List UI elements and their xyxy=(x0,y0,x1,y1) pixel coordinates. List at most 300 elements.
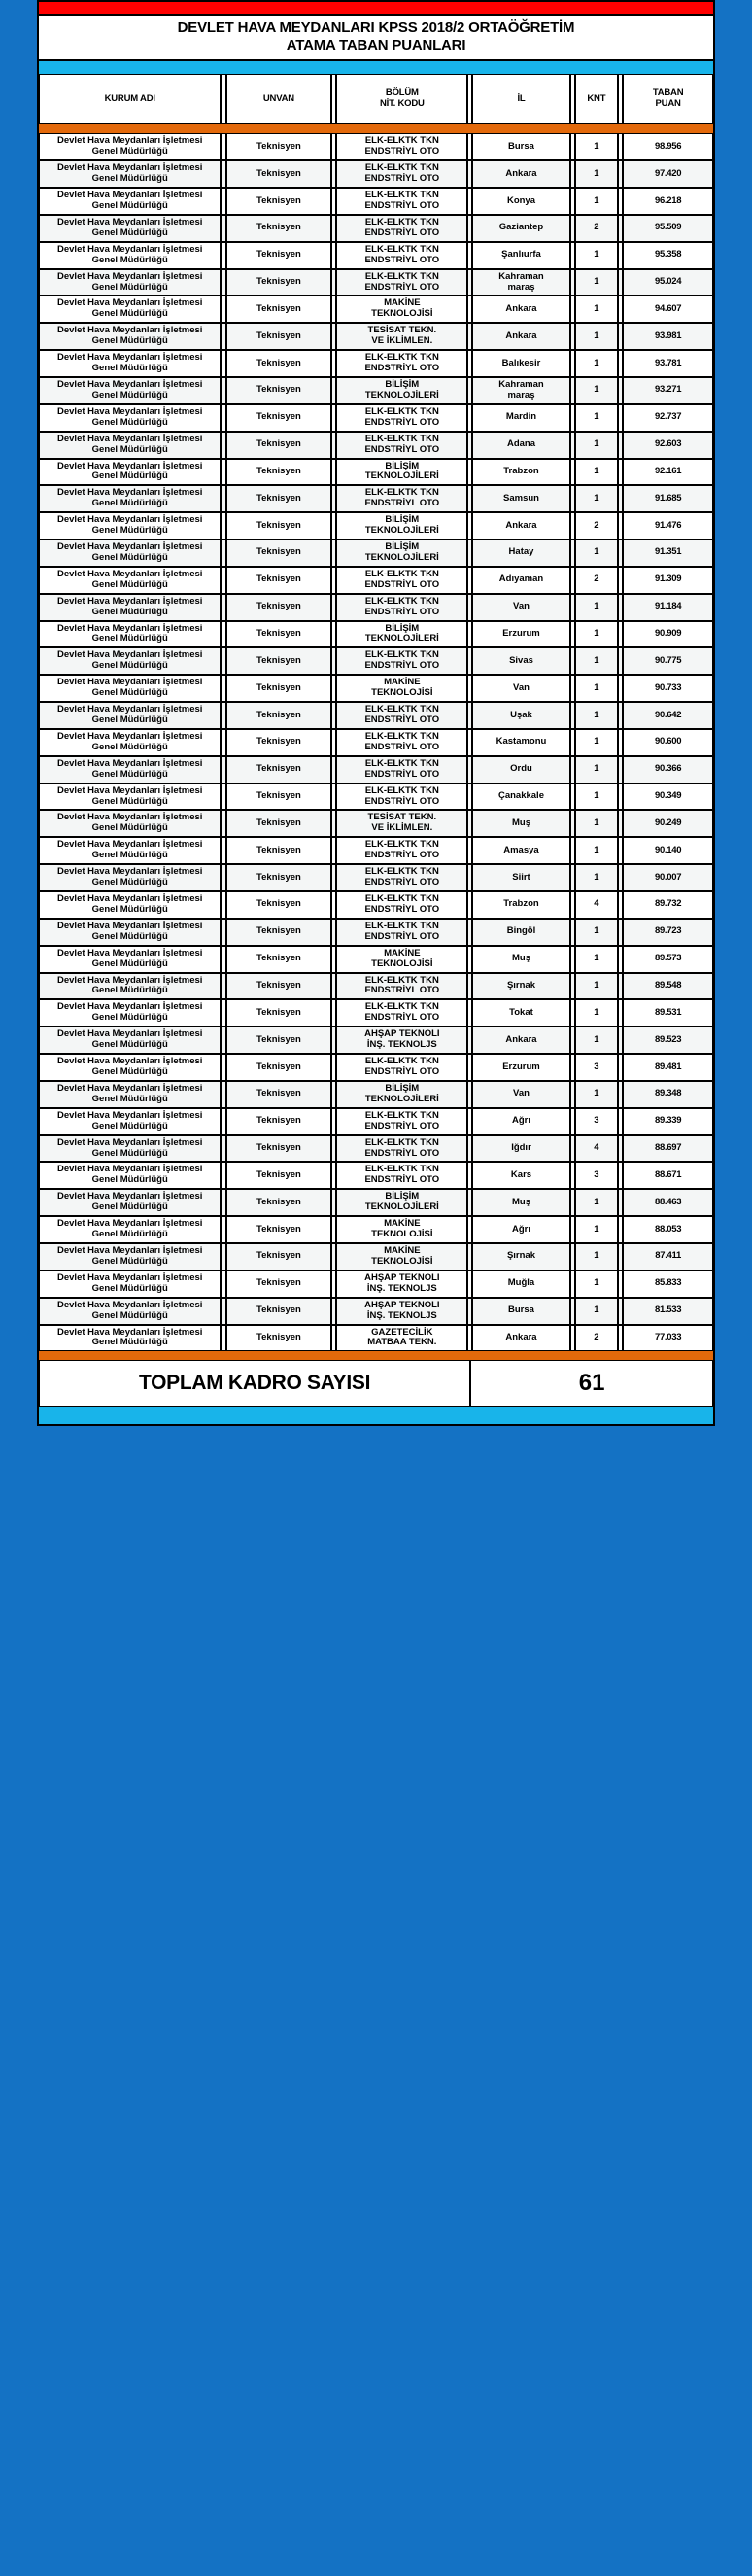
cell-unvan xyxy=(226,621,331,648)
cell-kurum-adi xyxy=(39,783,221,811)
cell-taban-puan xyxy=(623,1189,713,1216)
cell-kurum-adi-line-1: Devlet Hava Meydanları İşletmesi xyxy=(57,162,203,174)
cell-kurum-adi-line-2: Genel Müdürlüğü xyxy=(91,1147,168,1159)
cell-kurum-adi xyxy=(39,215,221,242)
header-taban-puan xyxy=(623,74,713,124)
cell-il xyxy=(472,810,569,837)
cell-bolum-nit-kodu-line-2: TEKNOLOJİSİ xyxy=(371,687,433,699)
cell-il-line-1: Muğla xyxy=(507,1277,535,1289)
cell-bolum-nit-kodu xyxy=(336,973,467,1000)
cell-unvan-line-1: Teknisyen xyxy=(256,194,301,206)
cell-taban-puan-line-1: 92.603 xyxy=(654,438,682,450)
table-row xyxy=(39,1298,713,1325)
cell-kurum-adi xyxy=(39,350,221,377)
table-row xyxy=(39,647,713,675)
cell-unvan-line-1: Teknisyen xyxy=(256,384,301,396)
cell-kurum-adi-line-2: Genel Müdürlüğü xyxy=(91,1093,168,1104)
cell-kurum-adi xyxy=(39,1081,221,1108)
cell-taban-puan-line-1: 89.348 xyxy=(654,1088,682,1099)
cell-unvan xyxy=(226,160,331,188)
cell-taban-puan xyxy=(623,160,713,188)
cell-taban-puan-line-1: 81.533 xyxy=(654,1305,682,1316)
table-row xyxy=(39,810,713,837)
cell-bolum-nit-kodu-line-2: ENDSTRİYL OTO xyxy=(364,254,440,265)
cell-unvan-line-1: Teknisyen xyxy=(256,817,301,828)
cell-bolum-nit-kodu xyxy=(336,756,467,783)
cell-kurum-adi-line-1: Devlet Hava Meydanları İşletmesi xyxy=(57,243,203,255)
cell-taban-puan-line-1: 97.420 xyxy=(654,167,682,179)
cell-il-line-1: Amasya xyxy=(503,844,539,855)
cell-il-line-1: Samsun xyxy=(503,492,539,504)
table-row xyxy=(39,215,713,242)
cell-knt-line-1: 1 xyxy=(594,763,599,775)
cell-taban-puan-line-1: 90.909 xyxy=(654,628,682,640)
cell-kurum-adi xyxy=(39,675,221,702)
cell-il xyxy=(472,1189,569,1216)
table-row xyxy=(39,999,713,1027)
cell-taban-puan-line-1: 88.697 xyxy=(654,1142,682,1154)
cell-taban-puan-line-1: 95.024 xyxy=(654,276,682,288)
cell-knt xyxy=(575,1271,618,1298)
cell-knt-line-1: 3 xyxy=(594,1061,599,1072)
cell-kurum-adi-line-2: Genel Müdürlüğü xyxy=(91,1201,168,1213)
cell-taban-puan xyxy=(623,783,713,811)
page-bottom-spacer xyxy=(37,1426,715,1449)
cell-kurum-adi-line-2: Genel Müdürlüğü xyxy=(91,281,168,293)
cell-kurum-adi xyxy=(39,647,221,675)
cell-taban-puan-line-1: 94.607 xyxy=(654,302,682,314)
cell-il-line-1: Kastamonu xyxy=(496,736,547,748)
cell-knt xyxy=(575,323,618,350)
cell-bolum-nit-kodu xyxy=(336,242,467,269)
cell-knt xyxy=(575,810,618,837)
total-label: TOPLAM KADRO SAYISI xyxy=(39,1360,470,1407)
cell-knt-line-1: 4 xyxy=(594,1142,599,1154)
cell-kurum-adi-line-2: Genel Müdürlüğü xyxy=(91,741,168,752)
cell-bolum-nit-kodu-line-1: GAZETECİLİK xyxy=(371,1326,433,1338)
cell-unvan-line-1: Teknisyen xyxy=(256,1168,301,1180)
cell-kurum-adi-line-2: Genel Müdürlüğü xyxy=(91,633,168,644)
cell-bolum-nit-kodu-line-1: ELK-ELKTK TKN xyxy=(364,405,439,417)
cell-bolum-nit-kodu-line-1: TESİSAT TEKN. xyxy=(367,325,437,336)
cell-il-line-1: Kahraman xyxy=(498,378,544,390)
cell-bolum-nit-kodu-line-1: BİLİŞİM xyxy=(385,1191,420,1202)
cell-knt-line-1: 1 xyxy=(594,492,599,504)
cell-bolum-nit-kodu-line-2: TEKNOLOJİLERİ xyxy=(364,389,439,400)
cell-unvan xyxy=(226,891,331,919)
cell-unvan xyxy=(226,1216,331,1243)
cell-il xyxy=(472,485,569,512)
cell-bolum-nit-kodu xyxy=(336,485,467,512)
cell-bolum-nit-kodu-line-1: ELK-ELKTK TKN xyxy=(364,433,439,444)
table-row xyxy=(39,837,713,864)
cell-taban-puan-line-1: 89.548 xyxy=(654,979,682,991)
cell-bolum-nit-kodu-line-1: ELK-ELKTK TKN xyxy=(364,190,439,201)
table-row xyxy=(39,377,713,404)
cell-kurum-adi-line-2: Genel Müdürlüğü xyxy=(91,146,168,157)
table-row xyxy=(39,1243,713,1271)
cell-kurum-adi xyxy=(39,377,221,404)
cell-unvan xyxy=(226,567,331,594)
cell-bolum-nit-kodu-line-2: ENDSTRİYL OTO xyxy=(364,985,440,996)
cell-unvan xyxy=(226,269,331,296)
cell-kurum-adi xyxy=(39,1054,221,1081)
cell-bolum-nit-kodu-line-2: ENDSTRİYL OTO xyxy=(364,173,440,185)
cell-bolum-nit-kodu-line-1: ELK-ELKTK TKN xyxy=(364,162,439,174)
cell-taban-puan xyxy=(623,404,713,432)
cell-unvan xyxy=(226,1054,331,1081)
cell-kurum-adi-line-2: Genel Müdürlüğü xyxy=(91,1255,168,1267)
cell-unvan-line-1: Teknisyen xyxy=(256,628,301,640)
cell-taban-puan-line-1: 93.981 xyxy=(654,330,682,341)
cell-kurum-adi-line-2: Genel Müdürlüğü xyxy=(91,226,168,238)
cell-bolum-nit-kodu-line-1: ELK-ELKTK TKN xyxy=(364,974,439,986)
cell-knt-line-1: 1 xyxy=(594,546,599,558)
cell-il xyxy=(472,350,569,377)
cell-kurum-adi-line-2: Genel Müdürlüğü xyxy=(91,363,168,374)
cell-bolum-nit-kodu xyxy=(336,296,467,323)
cell-kurum-adi-line-2: Genel Müdürlüğü xyxy=(91,173,168,185)
cell-unvan xyxy=(226,1271,331,1298)
cell-il-line-1: Trabzon xyxy=(503,898,539,910)
cell-il xyxy=(472,1271,569,1298)
cell-knt xyxy=(575,512,618,540)
cell-unvan-line-1: Teknisyen xyxy=(256,898,301,910)
table-row xyxy=(39,783,713,811)
cell-unvan-line-1: Teknisyen xyxy=(256,790,301,802)
header-puan-line-1: TABAN xyxy=(652,87,684,99)
cell-kurum-adi-line-2: Genel Müdürlüğü xyxy=(91,551,168,563)
cell-kurum-adi xyxy=(39,891,221,919)
cell-unvan xyxy=(226,512,331,540)
cell-taban-puan-line-1: 89.481 xyxy=(654,1061,682,1072)
table-row xyxy=(39,1054,713,1081)
cell-kurum-adi-line-1: Devlet Hava Meydanları İşletmesi xyxy=(57,135,203,147)
cell-taban-puan-line-1: 89.732 xyxy=(654,898,682,910)
cell-taban-puan xyxy=(623,133,713,160)
cell-kurum-adi-line-2: Genel Müdürlüğü xyxy=(91,470,168,482)
cell-il-line-1: Kars xyxy=(510,1168,532,1180)
cell-taban-puan xyxy=(623,810,713,837)
cell-kurum-adi xyxy=(39,1027,221,1054)
cell-bolum-nit-kodu-line-2: ENDSTRİYL OTO xyxy=(364,1147,440,1159)
cell-knt-line-1: 1 xyxy=(594,194,599,206)
cell-il xyxy=(472,1243,569,1271)
cell-unvan xyxy=(226,594,331,621)
cell-il-line-1: Uşak xyxy=(510,709,532,720)
table-row xyxy=(39,269,713,296)
cell-il-line-1: Hatay xyxy=(508,546,534,558)
cell-il xyxy=(472,621,569,648)
cell-knt xyxy=(575,269,618,296)
cell-knt xyxy=(575,296,618,323)
cell-bolum-nit-kodu-line-1: ELK-ELKTK TKN xyxy=(364,595,439,607)
cell-bolum-nit-kodu xyxy=(336,1081,467,1108)
cell-unvan xyxy=(226,188,331,215)
total-row xyxy=(39,1360,713,1407)
cell-kurum-adi-line-2: Genel Müdürlüğü xyxy=(91,768,168,780)
cell-il-line-1: Ankara xyxy=(505,302,537,314)
cell-kurum-adi-line-1: Devlet Hava Meydanları İşletmesi xyxy=(57,514,203,526)
cell-bolum-nit-kodu-line-2: TEKNOLOJİLERİ xyxy=(364,633,439,644)
table-row xyxy=(39,188,713,215)
cell-unvan-line-1: Teknisyen xyxy=(256,140,301,152)
cell-kurum-adi xyxy=(39,269,221,296)
cell-kurum-adi xyxy=(39,729,221,756)
cell-taban-puan xyxy=(623,188,713,215)
cell-kurum-adi-line-2: Genel Müdürlüğü xyxy=(91,416,168,428)
cell-unvan xyxy=(226,459,331,486)
cell-kurum-adi xyxy=(39,973,221,1000)
cell-il-line-1: Siirt xyxy=(512,871,530,883)
cell-bolum-nit-kodu-line-1: MAKİNE xyxy=(384,947,421,958)
cell-il xyxy=(472,188,569,215)
cell-unvan-line-1: Teknisyen xyxy=(256,465,301,476)
cell-knt xyxy=(575,675,618,702)
cyan-strip-bottom xyxy=(37,1407,715,1426)
cell-il xyxy=(472,1298,569,1325)
cell-knt-line-1: 1 xyxy=(594,357,599,368)
cell-bolum-nit-kodu-line-1: BİLİŞİM xyxy=(385,460,420,471)
cell-bolum-nit-kodu-line-2: ENDSTRİYL OTO xyxy=(364,363,440,374)
cell-knt xyxy=(575,756,618,783)
cell-unvan xyxy=(226,1162,331,1189)
cell-knt xyxy=(575,377,618,404)
cell-il xyxy=(472,891,569,919)
cell-knt xyxy=(575,242,618,269)
cell-bolum-nit-kodu-line-2: VE İKLİMLEN. xyxy=(371,335,433,347)
cell-bolum-nit-kodu xyxy=(336,1216,467,1243)
cell-kurum-adi xyxy=(39,160,221,188)
cell-bolum-nit-kodu-line-1: ELK-ELKTK TKN xyxy=(364,1109,439,1121)
cell-bolum-nit-kodu xyxy=(336,1243,467,1271)
cell-taban-puan-line-1: 89.723 xyxy=(654,925,682,937)
cell-bolum-nit-kodu-line-1: AHŞAP TEKNOLI xyxy=(364,1271,440,1283)
cell-bolum-nit-kodu-line-2: TEKNOLOJİSİ xyxy=(371,957,433,969)
cell-bolum-nit-kodu xyxy=(336,350,467,377)
cell-knt-line-1: 1 xyxy=(594,411,599,423)
cell-knt xyxy=(575,485,618,512)
cell-bolum-nit-kodu-line-1: ELK-ELKTK TKN xyxy=(364,704,439,715)
cell-kurum-adi-line-1: Devlet Hava Meydanları İşletmesi xyxy=(57,487,203,499)
cell-unvan xyxy=(226,377,331,404)
cell-taban-puan-line-1: 92.737 xyxy=(654,411,682,423)
cell-knt-line-1: 1 xyxy=(594,1196,599,1207)
cell-il xyxy=(472,567,569,594)
cell-taban-puan-line-1: 90.642 xyxy=(654,709,682,720)
cell-bolum-nit-kodu-line-2: TEKNOLOJİLERİ xyxy=(364,1201,439,1213)
cell-taban-puan-line-1: 89.339 xyxy=(654,1115,682,1127)
cell-kurum-adi-line-1: Devlet Hava Meydanları İşletmesi xyxy=(57,1164,203,1175)
cell-knt xyxy=(575,1216,618,1243)
cell-unvan-line-1: Teknisyen xyxy=(256,276,301,288)
cell-bolum-nit-kodu xyxy=(336,1054,467,1081)
cell-knt-line-1: 3 xyxy=(594,1115,599,1127)
cell-unvan-line-1: Teknisyen xyxy=(256,1142,301,1154)
cell-bolum-nit-kodu-line-2: ENDSTRİYL OTO xyxy=(364,741,440,752)
cell-unvan-line-1: Teknisyen xyxy=(256,411,301,423)
cell-knt xyxy=(575,215,618,242)
cell-il xyxy=(472,837,569,864)
cell-il xyxy=(472,864,569,891)
cell-kurum-adi-line-1: Devlet Hava Meydanları İşletmesi xyxy=(57,757,203,769)
cell-kurum-adi-line-2: Genel Müdürlüğü xyxy=(91,930,168,942)
cell-il-line-1: Sivas xyxy=(509,654,533,666)
cell-bolum-nit-kodu-line-1: BİLİŞİM xyxy=(385,622,420,634)
cell-bolum-nit-kodu xyxy=(336,1162,467,1189)
cell-knt-line-1: 1 xyxy=(594,438,599,450)
cell-bolum-nit-kodu-line-1: ELK-ELKTK TKN xyxy=(364,757,439,769)
cell-knt-line-1: 2 xyxy=(594,574,599,585)
table-row xyxy=(39,1325,713,1352)
cell-bolum-nit-kodu-line-2: ENDSTRİYL OTO xyxy=(364,795,440,807)
cell-kurum-adi-line-1: Devlet Hava Meydanları İşletmesi xyxy=(57,270,203,282)
table-row xyxy=(39,1189,713,1216)
cell-knt xyxy=(575,1243,618,1271)
cell-taban-puan xyxy=(623,621,713,648)
cell-kurum-adi-line-1: Devlet Hava Meydanları İşletmesi xyxy=(57,1082,203,1094)
cell-bolum-nit-kodu-line-2: ENDSTRİYL OTO xyxy=(364,903,440,915)
cell-bolum-nit-kodu xyxy=(336,864,467,891)
cell-il xyxy=(472,756,569,783)
title-line-1: DEVLET HAVA MEYDANLARI KPSS 2018/2 ORTAÖĞRETİM xyxy=(177,19,575,36)
cell-bolum-nit-kodu-line-1: BİLİŞİM xyxy=(385,1082,420,1094)
orange-separator-top xyxy=(39,124,713,133)
cell-taban-puan-line-1: 87.411 xyxy=(655,1250,681,1262)
cell-unvan xyxy=(226,729,331,756)
cell-knt-line-1: 1 xyxy=(594,167,599,179)
cell-taban-puan xyxy=(623,432,713,459)
cell-taban-puan xyxy=(623,675,713,702)
cell-knt-line-1: 1 xyxy=(594,1223,599,1235)
cell-il xyxy=(472,377,569,404)
cell-bolum-nit-kodu-line-2: ENDSTRİYL OTO xyxy=(364,768,440,780)
cell-kurum-adi xyxy=(39,621,221,648)
orange-bar-cell xyxy=(39,124,713,133)
cell-unvan xyxy=(226,1081,331,1108)
cell-il xyxy=(472,946,569,973)
table-row xyxy=(39,946,713,973)
cell-bolum-nit-kodu xyxy=(336,647,467,675)
cell-unvan-line-1: Teknisyen xyxy=(256,167,301,179)
orange-bar-cell xyxy=(39,1351,713,1360)
cell-il-line-1: Ağrı xyxy=(511,1115,530,1127)
cell-knt xyxy=(575,999,618,1027)
cell-knt xyxy=(575,188,618,215)
cell-knt-line-1: 1 xyxy=(594,249,599,261)
cell-kurum-adi-line-1: Devlet Hava Meydanları İşletmesi xyxy=(57,704,203,715)
cell-unvan-line-1: Teknisyen xyxy=(256,979,301,991)
cell-unvan xyxy=(226,1243,331,1271)
table-row xyxy=(39,567,713,594)
cell-unvan xyxy=(226,432,331,459)
cell-knt-line-1: 1 xyxy=(594,1033,599,1045)
cell-taban-puan-line-1: 88.053 xyxy=(654,1223,682,1235)
cell-knt-line-1: 1 xyxy=(594,384,599,396)
cell-bolum-nit-kodu-line-1: AHŞAP TEKNOLI xyxy=(364,1028,440,1040)
cell-kurum-adi xyxy=(39,323,221,350)
cell-unvan xyxy=(226,810,331,837)
cell-taban-puan xyxy=(623,1027,713,1054)
cell-taban-puan-line-1: 98.956 xyxy=(654,140,682,152)
cell-unvan xyxy=(226,864,331,891)
cell-knt-line-1: 2 xyxy=(594,1331,599,1342)
cell-taban-puan-line-1: 91.351 xyxy=(654,546,682,558)
cell-bolum-nit-kodu xyxy=(336,1189,467,1216)
cell-kurum-adi-line-1: Devlet Hava Meydanları İşletmesi xyxy=(57,784,203,796)
cell-bolum-nit-kodu xyxy=(336,594,467,621)
cell-bolum-nit-kodu-line-2: ENDSTRİYL OTO xyxy=(364,146,440,157)
cell-unvan-line-1: Teknisyen xyxy=(256,1305,301,1316)
cell-unvan-line-1: Teknisyen xyxy=(256,1006,301,1018)
cell-knt xyxy=(575,567,618,594)
cell-il xyxy=(472,323,569,350)
table-row xyxy=(39,756,713,783)
cell-il xyxy=(472,1108,569,1135)
cell-unvan-line-1: Teknisyen xyxy=(256,1115,301,1127)
cell-kurum-adi-line-1: Devlet Hava Meydanları İşletmesi xyxy=(57,568,203,579)
cell-taban-puan xyxy=(623,377,713,404)
cell-unvan-line-1: Teknisyen xyxy=(256,1033,301,1045)
cell-kurum-adi xyxy=(39,837,221,864)
cell-taban-puan-line-1: 89.523 xyxy=(654,1033,682,1045)
cell-bolum-nit-kodu xyxy=(336,1027,467,1054)
cell-kurum-adi-line-1: Devlet Hava Meydanları İşletmesi xyxy=(57,1299,203,1310)
cell-taban-puan xyxy=(623,946,713,973)
cell-bolum-nit-kodu xyxy=(336,540,467,567)
header-bolum-line-1: BÖLÜM xyxy=(385,87,419,99)
cell-taban-puan-line-1: 91.184 xyxy=(654,601,682,612)
cell-taban-puan xyxy=(623,485,713,512)
cell-il-line-1: Iğdır xyxy=(511,1142,531,1154)
cell-taban-puan-line-1: 90.249 xyxy=(654,817,682,828)
cell-bolum-nit-kodu-line-2: ENDSTRİYL OTO xyxy=(364,1120,440,1131)
cell-bolum-nit-kodu-line-1: ELK-ELKTK TKN xyxy=(364,568,439,579)
header-il: İL xyxy=(472,74,569,124)
cell-kurum-adi xyxy=(39,432,221,459)
cell-il xyxy=(472,594,569,621)
cell-knt xyxy=(575,891,618,919)
cell-il-line-1: Mardin xyxy=(505,411,537,423)
table-row xyxy=(39,729,713,756)
cell-unvan-line-1: Teknisyen xyxy=(256,438,301,450)
cell-kurum-adi-line-2: Genel Müdürlüğü xyxy=(91,1065,168,1077)
cell-knt-line-1: 1 xyxy=(594,330,599,341)
cell-kurum-adi xyxy=(39,756,221,783)
cell-knt xyxy=(575,1054,618,1081)
cell-il xyxy=(472,160,569,188)
cell-bolum-nit-kodu-line-2: ENDSTRİYL OTO xyxy=(364,850,440,861)
cell-il-line-1: Muş xyxy=(511,1196,530,1207)
cell-il xyxy=(472,702,569,729)
cell-knt-line-1: 1 xyxy=(594,736,599,748)
cell-kurum-adi-line-1: Devlet Hava Meydanları İşletmesi xyxy=(57,325,203,336)
cell-kurum-adi-line-1: Devlet Hava Meydanları İşletmesi xyxy=(57,297,203,309)
cell-kurum-adi-line-2: Genel Müdürlüğü xyxy=(91,389,168,400)
table-row xyxy=(39,512,713,540)
cell-knt-line-1: 1 xyxy=(594,302,599,314)
cell-kurum-adi-line-2: Genel Müdürlüğü xyxy=(91,795,168,807)
cell-kurum-adi xyxy=(39,133,221,160)
cell-taban-puan-line-1: 90.349 xyxy=(654,790,682,802)
cell-unvan-line-1: Teknisyen xyxy=(256,1196,301,1207)
cell-unvan xyxy=(226,647,331,675)
cell-kurum-adi-line-2: Genel Müdürlüğü xyxy=(91,308,168,320)
cell-il-line-1: Erzurum xyxy=(502,628,540,640)
cell-kurum-adi xyxy=(39,567,221,594)
cell-taban-puan xyxy=(623,864,713,891)
cell-il-line-1: Trabzon xyxy=(503,465,539,476)
